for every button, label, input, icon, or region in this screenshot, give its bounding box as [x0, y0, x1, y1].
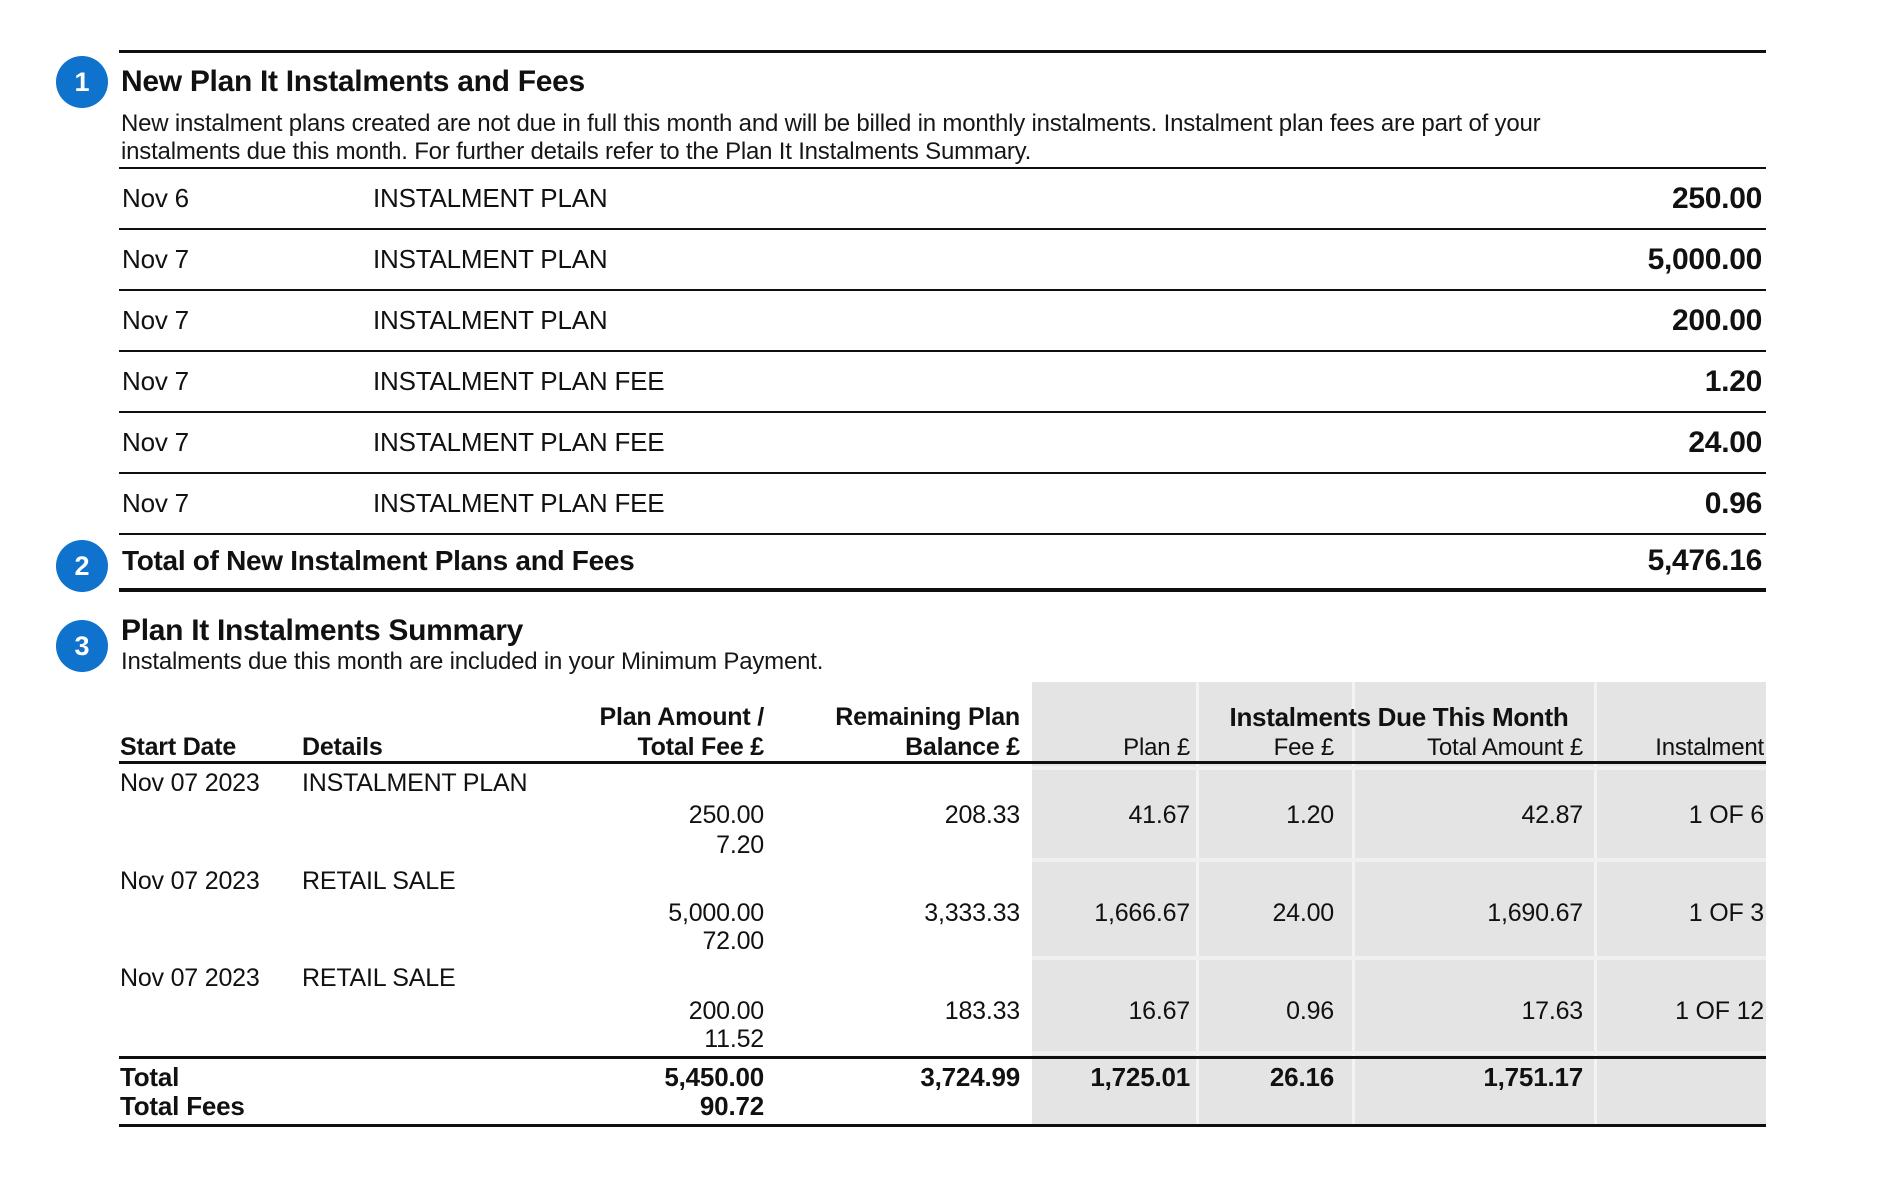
- instalment-fee-due: 1.20: [1286, 801, 1334, 829]
- column-header-group-instalments-due: Instalments Due This Month: [1229, 702, 1569, 732]
- transaction-date: Nov 7: [122, 244, 189, 274]
- transaction-row: [119, 413, 1766, 472]
- row-separator: [1032, 1051, 1766, 1055]
- transaction-amount: 1.20: [1704, 364, 1762, 398]
- transaction-date: Nov 7: [122, 366, 189, 396]
- column-header-plan-amount-line-2: Total Fee £: [637, 733, 764, 761]
- transaction-row: [119, 169, 1766, 228]
- totals-divider: [119, 1056, 1766, 1059]
- transaction-row: [119, 291, 1766, 350]
- instalment-number: 1 OF 12: [1675, 997, 1764, 1025]
- summary-total-remaining-balance: 3,724.99: [920, 1062, 1020, 1092]
- column-header-start-date: Start Date: [120, 733, 237, 761]
- section-1-title: New Plan It Instalments and Fees: [121, 65, 585, 98]
- instalment-number: 1 OF 6: [1688, 801, 1764, 829]
- summary-title: Plan It Instalments Summary: [121, 614, 524, 647]
- plan-details: RETAIL SALE: [302, 867, 456, 895]
- bottom-divider: [119, 1124, 1766, 1127]
- transaction-details: INSTALMENT PLAN: [373, 244, 608, 274]
- column-header-plan-amount-line-1: Plan Amount /: [599, 703, 764, 731]
- plan-total-fee: 72.00: [702, 927, 764, 955]
- column-header-remaining-line-1: Remaining Plan: [835, 703, 1020, 731]
- instalment-fee-due: 24.00: [1272, 899, 1334, 927]
- plan-start-date: Nov 07 2023: [120, 867, 260, 895]
- plan-start-date: Nov 07 2023: [120, 769, 260, 797]
- summary-subtitle: Instalments due this month are included in your Minimum Payment.: [121, 648, 824, 675]
- instalment-total-due: 42.87: [1521, 801, 1583, 829]
- remaining-balance: 208.33: [944, 801, 1020, 829]
- divider: [119, 50, 1766, 53]
- summary-total-fees-label: Total Fees: [120, 1091, 245, 1121]
- instalment-plan-due: 41.67: [1128, 801, 1190, 829]
- section-3-badge: 3: [56, 620, 108, 672]
- transaction-details: INSTALMENT PLAN: [373, 183, 608, 213]
- transaction-date: Nov 7: [122, 488, 189, 518]
- row-separator: [1032, 766, 1766, 770]
- summary-total-label: Total: [120, 1062, 180, 1092]
- plan-amount: 200.00: [688, 997, 764, 1025]
- summary-total-plan-amount: 5,450.00: [664, 1062, 764, 1092]
- section-1-badge: 1: [56, 56, 108, 108]
- row-separator: [1032, 956, 1766, 960]
- instalment-plan-due: 16.67: [1128, 997, 1190, 1025]
- remaining-balance: 3,333.33: [924, 899, 1020, 927]
- plan-start-date: Nov 07 2023: [120, 964, 260, 992]
- column-header-instalment: Instalment: [1655, 734, 1764, 761]
- instalment-number: 1 OF 3: [1688, 899, 1764, 927]
- transaction-details: INSTALMENT PLAN FEE: [373, 366, 665, 396]
- summary-total-plan-due: 1,725.01: [1090, 1062, 1190, 1092]
- total-amount: 5,476.16: [1647, 543, 1762, 577]
- transaction-date: Nov 6: [122, 183, 189, 213]
- transaction-date: Nov 7: [122, 305, 189, 335]
- divider: [119, 588, 1766, 592]
- plan-total-fee: 11.52: [704, 1025, 764, 1053]
- section-1-description-line-1: New instalment plans created are not due in full this month and will be billed in monthly instalments. Instalment plan fees are part of your: [121, 110, 1541, 137]
- transaction-amount: 200.00: [1672, 303, 1762, 337]
- transaction-amount: 0.96: [1704, 486, 1762, 520]
- summary-total-fee-due: 26.16: [1269, 1062, 1334, 1092]
- transaction-row: [119, 230, 1766, 289]
- section-1-description-line-2: instalments due this month. For further details refer to the Plan It Instalments Summary.: [121, 138, 1032, 165]
- column-header-fee: Fee £: [1273, 734, 1334, 761]
- column-header-remaining-line-2: Balance £: [905, 733, 1020, 761]
- transaction-details: INSTALMENT PLAN: [373, 305, 608, 335]
- column-header-plan: Plan £: [1123, 734, 1190, 761]
- instalment-total-due: 17.63: [1521, 997, 1583, 1025]
- header-divider: [119, 761, 1766, 764]
- transaction-amount: 250.00: [1672, 181, 1762, 215]
- instalment-fee-due: 0.96: [1286, 997, 1334, 1025]
- plan-details: RETAIL SALE: [302, 964, 456, 992]
- transaction-amount: 5,000.00: [1647, 242, 1762, 276]
- transaction-date: Nov 7: [122, 427, 189, 457]
- plan-total-fee: 7.20: [716, 831, 764, 859]
- plan-amount: 5,000.00: [668, 899, 764, 927]
- summary-total-amount-due: 1,751.17: [1483, 1062, 1583, 1092]
- instalment-plan-due: 1,666.67: [1094, 899, 1190, 927]
- remaining-balance: 183.33: [944, 997, 1020, 1025]
- transaction-row: [119, 352, 1766, 411]
- total-label: Total of New Instalment Plans and Fees: [122, 544, 635, 576]
- column-header-total-amount: Total Amount £: [1427, 734, 1583, 761]
- column-header-details: Details: [302, 733, 383, 761]
- instalment-total-due: 1,690.67: [1487, 899, 1583, 927]
- transaction-amount: 24.00: [1688, 425, 1762, 459]
- transaction-row: [119, 474, 1766, 533]
- transaction-details: INSTALMENT PLAN FEE: [373, 427, 665, 457]
- row-separator: [1032, 858, 1766, 862]
- plan-details: INSTALMENT PLAN: [302, 769, 528, 797]
- section-2-badge: 2: [56, 540, 108, 592]
- total-row: [119, 535, 1766, 586]
- plan-amount: 250.00: [688, 801, 764, 829]
- transaction-details: INSTALMENT PLAN FEE: [373, 488, 665, 518]
- summary-total-fees-amount: 90.72: [699, 1091, 764, 1121]
